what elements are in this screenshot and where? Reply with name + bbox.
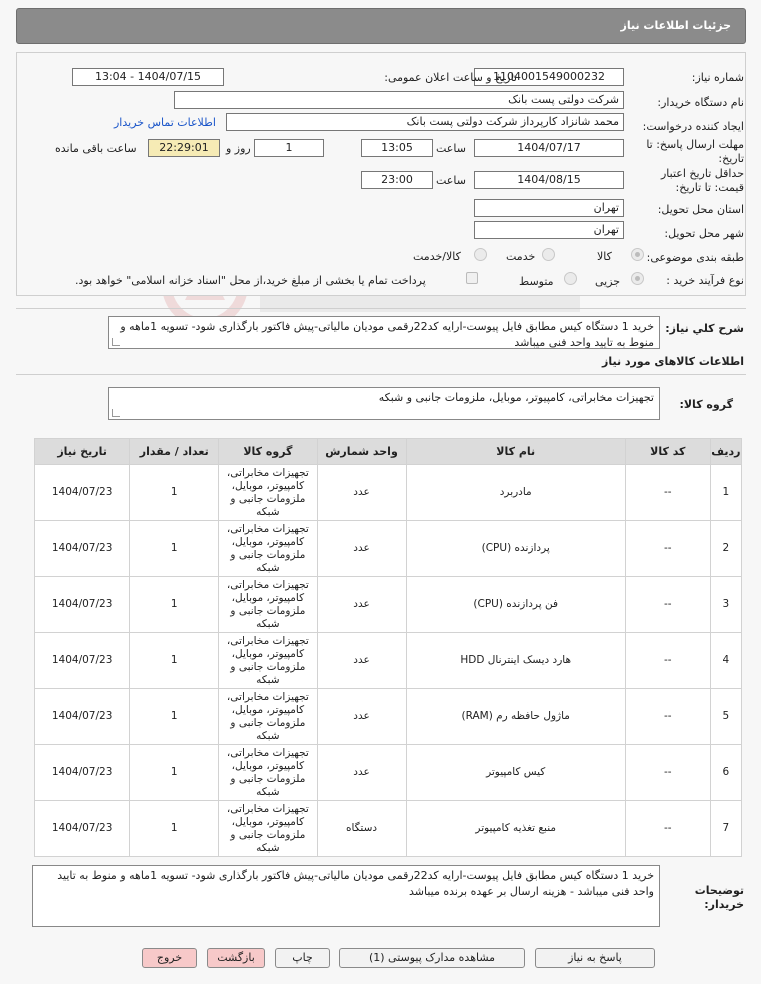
- qty-cell: 1: [130, 689, 219, 745]
- name-cell: مادربرد: [406, 465, 625, 521]
- buyer-notes-label: توضیحات: [694, 884, 744, 897]
- code-cell: --: [625, 465, 710, 521]
- need-number-field: 1104001549000232: [474, 68, 624, 86]
- table-row: [35, 801, 742, 857]
- name-cell: پردازنده (CPU): [406, 521, 625, 577]
- category-option-goods: کالا: [597, 250, 612, 263]
- remaining-time-field: 22:29:01: [148, 139, 220, 157]
- qty-cell: 1: [130, 633, 219, 689]
- buyer-notes-text: خرید 1 دستگاه کیس مطابق فایل پیوست-ارایه کد22رقمی مودیان مالیاتی-پیش فاکتور بارگذاری شود- تسویه 1ماهه و منوط به تایید واحد فنی میباشد - هزینه ارسال بر عهده برنده میباشد: [57, 869, 654, 898]
- col-header-group: گروه کالا: [219, 439, 317, 465]
- province-field: تهران: [474, 199, 624, 217]
- date-cell: 1404/07/23: [35, 801, 130, 857]
- col-header-date: تاریخ نیاز: [35, 439, 130, 465]
- print-button[interactable]: چاپ: [275, 948, 330, 968]
- goods-group-label: گروه کالا:: [679, 398, 733, 411]
- group-cell: تجهیزات مخابراتی، کامپیوتر، موبایل، ملزومات جانبی و شبکه: [219, 745, 317, 801]
- page-title: جزئیات اطلاعات نیاز: [620, 19, 731, 32]
- deadline-date-field: 1404/07/17: [474, 139, 624, 157]
- category-radio-service[interactable]: [542, 248, 555, 261]
- unit-cell: عدد: [317, 577, 406, 633]
- treasury-payment-checkbox[interactable]: [466, 272, 478, 284]
- city-field: تهران: [474, 221, 624, 239]
- divider: [16, 374, 746, 375]
- goods-group-text: تجهیزات مخابراتی، کامپیوتر، موبایل، ملزومات جانبی و شبکه: [378, 391, 654, 404]
- exit-button[interactable]: خروج: [142, 948, 197, 968]
- name-cell: هارد دیسک اینترنال HDD: [406, 633, 625, 689]
- category-option-service: خدمت: [506, 250, 536, 263]
- view-attachments-button[interactable]: مشاهده مدارک پیوستی (1): [339, 948, 525, 968]
- city-label: شهر محل تحویل:: [664, 227, 744, 240]
- summary-text: خرید 1 دستگاه کیس مطابق فایل پیوست-ارایه کد22رقمی مودیان مالیاتی-پیش فاکتور بارگذاری شود- تسویه 1ماهه و منوط به تایید واحد فنی میباشد: [120, 320, 654, 349]
- code-cell: --: [625, 521, 710, 577]
- category-label: طبقه بندی موضوعی:: [646, 251, 744, 264]
- date-cell: 1404/07/23: [35, 577, 130, 633]
- deadline-label: مهلت ارسال پاسخ: تا: [646, 138, 744, 151]
- row-number-cell: 7: [710, 801, 741, 857]
- announce-field: 1404/07/15 - 13:04: [72, 68, 224, 86]
- qty-cell: 1: [130, 801, 219, 857]
- days-field: 1: [254, 139, 324, 157]
- need-number-label: شماره نیاز:: [691, 71, 744, 84]
- summary-label: شرح کلي نياز:: [665, 322, 744, 335]
- province-label: استان محل تحویل:: [657, 203, 744, 216]
- process-option-partial: جزیی: [595, 275, 621, 288]
- category-radio-goods-service[interactable]: [474, 248, 487, 261]
- unit-cell: عدد: [317, 521, 406, 577]
- code-cell: --: [625, 689, 710, 745]
- process-radio-partial[interactable]: [631, 272, 644, 285]
- group-cell: تجهیزات مخابراتی، کامپیوتر، موبایل، ملزومات جانبی و شبکه: [219, 577, 317, 633]
- unit-cell: عدد: [317, 633, 406, 689]
- unit-cell: عدد: [317, 465, 406, 521]
- requester-field: محمد شانزاد کارپرداز شرکت دولتی پست بانک: [226, 113, 624, 131]
- validity-label-2: قیمت: تا تاریخ:: [675, 181, 744, 194]
- col-header-name: نام کالا: [406, 439, 625, 465]
- days-word: روز و: [226, 142, 251, 155]
- row-number-cell: 5: [710, 689, 741, 745]
- code-cell: --: [625, 801, 710, 857]
- date-cell: 1404/07/23: [35, 745, 130, 801]
- name-cell: ماژول حافظه رم (RAM): [406, 689, 625, 745]
- deadline-time-field: 13:05: [361, 139, 433, 157]
- table-row: [35, 633, 742, 689]
- row-number-cell: 3: [710, 577, 741, 633]
- date-cell: 1404/07/23: [35, 465, 130, 521]
- date-cell: 1404/07/23: [35, 521, 130, 577]
- remaining-word: ساعت باقی مانده: [55, 142, 137, 155]
- back-button[interactable]: بازگشت: [207, 948, 265, 968]
- table-row: [35, 465, 742, 521]
- col-header-row-number: ردیف: [710, 439, 741, 465]
- deadline-time-word: ساعت: [436, 142, 466, 155]
- resize-grip[interactable]: [112, 338, 120, 346]
- name-cell: فن پردازنده (CPU): [406, 577, 625, 633]
- group-cell: تجهیزات مخابراتی، کامپیوتر، موبایل، ملزومات جانبی و شبکه: [219, 521, 317, 577]
- name-cell: کیس کامپیوتر: [406, 745, 625, 801]
- goods-section-title: اطلاعات کالاهای مورد نیاز: [602, 355, 744, 368]
- row-number-cell: 1: [710, 465, 741, 521]
- table-header-row: [35, 439, 742, 465]
- buyer-org-field: شرکت دولتی پست بانک: [174, 91, 624, 109]
- announce-label: تاریخ و ساعت اعلان عمومی:: [384, 71, 517, 84]
- validity-time-field: 23:00: [361, 171, 433, 189]
- code-cell: --: [625, 745, 710, 801]
- validity-label: حداقل تاریخ اعتبار: [660, 167, 744, 180]
- table-row: [35, 689, 742, 745]
- date-cell: 1404/07/23: [35, 689, 130, 745]
- unit-cell: عدد: [317, 689, 406, 745]
- col-header-qty: تعداد / مقدار: [130, 439, 219, 465]
- code-cell: --: [625, 577, 710, 633]
- name-cell: منبع تغذیه کامپیوتر: [406, 801, 625, 857]
- buyer-org-label: نام دستگاه خریدار:: [657, 96, 744, 109]
- row-number-cell: 4: [710, 633, 741, 689]
- page-header: [16, 8, 746, 44]
- validity-date-field: 1404/08/15: [474, 171, 624, 189]
- buyer-notes-textarea: [32, 865, 660, 927]
- code-cell: --: [625, 633, 710, 689]
- unit-cell: عدد: [317, 745, 406, 801]
- process-option-medium: متوسط: [519, 275, 554, 288]
- deadline-label-2: تاریخ:: [718, 152, 744, 165]
- qty-cell: 1: [130, 745, 219, 801]
- category-radio-goods[interactable]: [631, 248, 644, 261]
- reply-button[interactable]: پاسخ به نیاز: [535, 948, 655, 968]
- row-number-cell: 2: [710, 521, 741, 577]
- group-cell: تجهیزات مخابراتی، کامپیوتر، موبایل، ملزومات جانبی و شبکه: [219, 801, 317, 857]
- contact-info-link[interactable]: اطلاعات تماس خریدار: [114, 116, 216, 129]
- summary-textarea: [108, 316, 660, 349]
- row-number-cell: 6: [710, 745, 741, 801]
- items-table: [34, 438, 742, 857]
- buyer-notes-label-2: خریدار:: [704, 898, 744, 911]
- payment-note: پرداخت تمام یا بخشی از مبلغ خرید،از محل "اسناد خزانه اسلامی" خواهد بود.: [75, 274, 426, 287]
- table-row: [35, 521, 742, 577]
- group-cell: تجهیزات مخابراتی، کامپیوتر، موبایل، ملزومات جانبی و شبکه: [219, 465, 317, 521]
- divider: [16, 308, 746, 309]
- col-header-code: کد کالا: [625, 439, 710, 465]
- process-label: نوع فرآیند خرید :: [666, 274, 744, 287]
- resize-grip[interactable]: [112, 409, 120, 417]
- qty-cell: 1: [130, 577, 219, 633]
- qty-cell: 1: [130, 521, 219, 577]
- requester-label: ایجاد کننده درخواست:: [642, 120, 744, 133]
- qty-cell: 1: [130, 465, 219, 521]
- group-cell: تجهیزات مخابراتی، کامپیوتر، موبایل، ملزومات جانبی و شبکه: [219, 689, 317, 745]
- table-row: [35, 745, 742, 801]
- process-radio-medium[interactable]: [564, 272, 577, 285]
- validity-time-word: ساعت: [436, 174, 466, 187]
- goods-group-textarea: [108, 387, 660, 420]
- group-cell: تجهیزات مخابراتی، کامپیوتر، موبایل، ملزومات جانبی و شبکه: [219, 633, 317, 689]
- unit-cell: دستگاه: [317, 801, 406, 857]
- date-cell: 1404/07/23: [35, 633, 130, 689]
- table-row: [35, 577, 742, 633]
- category-option-goods-service: کالا/خدمت: [413, 250, 461, 263]
- col-header-unit: واحد شمارش: [317, 439, 406, 465]
